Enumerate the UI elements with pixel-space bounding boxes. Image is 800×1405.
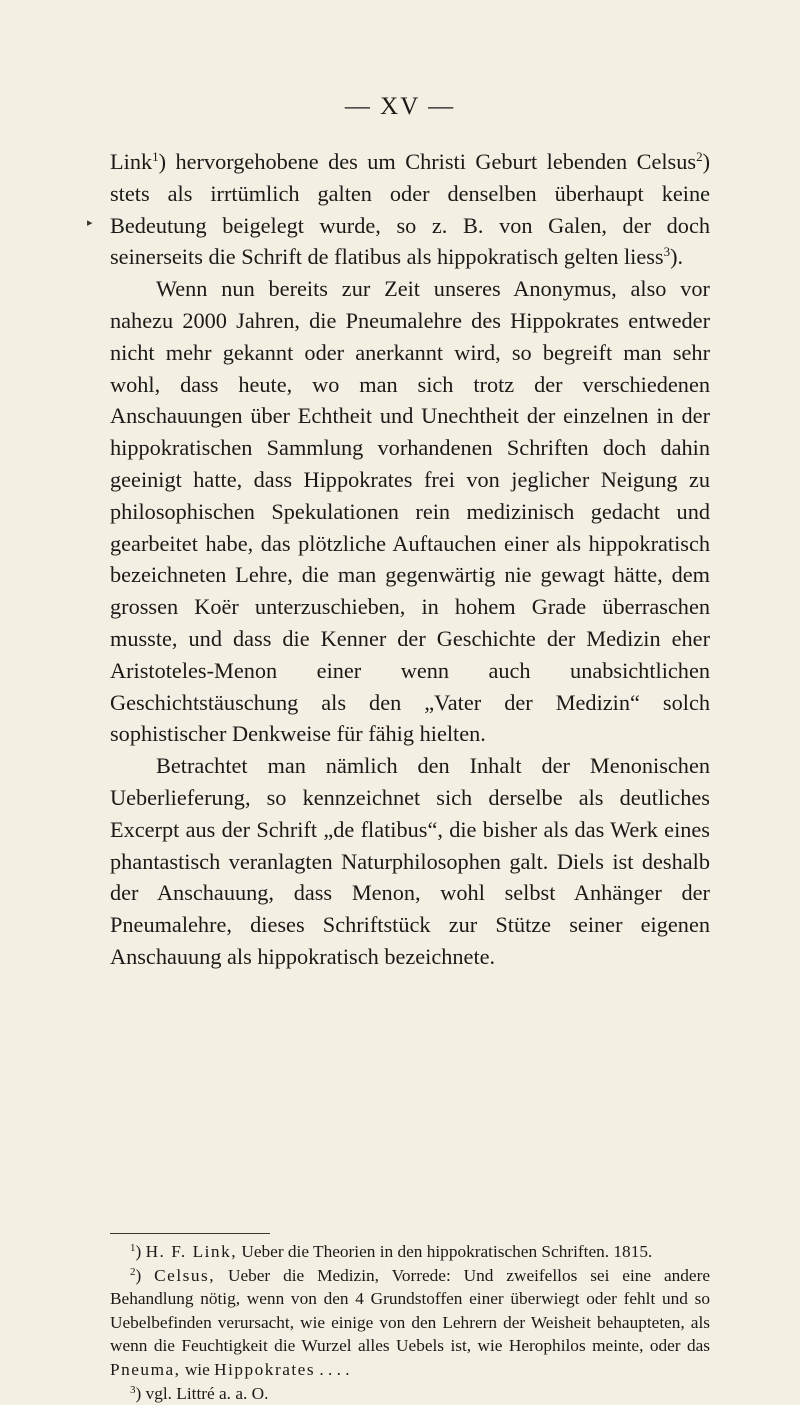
paragraph-1 [110,146,710,273]
paragraph-3: Betrachtet man nämlich den Inhalt der Menonischen Ueberlieferung, so kennzeichnet sich derselbe als deutliches Excerpt aus der Schrift „de flatibus“, die bisher als das Werk eines phantastisch veranlagten Naturphilosophen galt. Diels ist deshalb der Anschauung, dass Menon, wohl selbst Anhänger der Pneumalehre, dieses Schriftstück zur Stütze seiner eigenen Anschauung als hippokratisch bezeichnete. [110,753,710,969]
footnote-divider [110,1233,270,1234]
footnote-ref-2[interactable]: 2 [696,149,703,164]
footnote-2-text-b: wie [180,1359,215,1379]
footnote-2: $^2$) Celsus, Ueber die Medizin, Vorrede: Und zweifellos sei eine andere Behandlung nötig, wenn von den 4 Grundstoffen einer überwiegt oder fehlt und so Uebelbefinden verursacht, wie einige von den Lehrern der Weisheit behaupteten, als wenn die Feuchtigkeit die Wurzel alles Uebels ist, wie Herophilos meinte, oder das Pneuma, wie Hippokrates . . . . [110,1265,711,1379]
paragraph-1-text-a: ) hervorgehobene des um Christi Geburt lebenden Celsus [158,149,697,174]
main-text [110,146,710,973]
footnote-2-term-hippokrates: Hippokrates [214,1359,316,1379]
margin-mark: ▸ [87,217,93,229]
footnote-ref-3[interactable]: 3 [663,244,671,260]
footnote-3-mark: 3 [130,1383,136,1396]
footnote-1-author: H. F. Link, [145,1242,238,1261]
footnote-2-text-a: Ueber die Medizin, Vorrede: Und zweifellos sei eine andere Behandlung nötig, wenn von den 4 Grundstoffen einer überwiegt oder fehlt und so Uebelbefinden verursacht, wie einige von den Lehrern der Weisheit behaupteten, als wenn die Feuchtigkeit die Wurzel alles Uebels ist, wie Herophilos meinte, oder das [110,1265,711,1356]
page-number: — XV — [344,93,456,120]
footnote-1-text: Ueber die Theorien in den hippokratischen Schriften. 1815. [237,1242,653,1261]
footnote-ref-1[interactable]: 1 [152,149,159,164]
footnote-3: $^3$) vgl. Littré a. a. O. [130,1383,269,1403]
footnote-2-mark: 2 [130,1265,136,1278]
paragraph-1-text-b: ) stets als irrtümlich galten oder denselben überhaupt keine Bedeutung beigelegt wurde, so z. B. von Galen, der doch seinerseits die Schrift de flatibus als hippokratisch gelten liess [110,149,710,270]
paragraph-1-author: Link [110,149,153,174]
footnote-2-author: Celsus, [154,1265,216,1285]
paragraph-1-text-c: ). [670,244,684,270]
footnotes [110,1240,710,1405]
footnote-3-text: vgl. Littré a. a. O. [145,1383,269,1403]
footnote-1-mark: 1 [130,1242,136,1254]
footnote-1: $^1$) H. F. Link, Ueber die Theorien in den hippokratischen Schriften. 1815. [130,1242,653,1261]
paragraph-2: Wenn nun bereits zur Zeit unseres Anonymus, also vor nahezu 2000 Jahren, die Pneumalehre des Hippokrates entweder nicht mehr gekannt oder anerkannt wird, so begreift man sehr wohl, dass heute, wo man sich trotz der verschiedenen Anschauungen über Echtheit und Unechtheit der einzelnen in der hippokratischen Sammlung vorhandenen Schriften doch dahin geeinigt hatte, dass Hippokrates frei von jeglicher Neigung zu philosophischen Spekulationen rein medizinisch gedacht und gearbeitet habe, das plötzliche Auftauchen einer als hippokratisch bezeichneten Lehre, die man gegenwärtig nie gewagt hätte, dem grossen Koër unterzuschieben, in hohem Grade überraschen musste, und dass die Kenner der Geschichte der Medizin eher Aristoteles-Menon einer wenn auch unabsichtlichen Geschichtstäuschung als den „Vater der Medizin“ solch sophistischer Denkweise für fähig hielten. [110,276,710,747]
footnote-2-term-pneuma: Pneuma, [110,1359,181,1379]
footnote-2-text-c: . . . . [315,1359,350,1379]
